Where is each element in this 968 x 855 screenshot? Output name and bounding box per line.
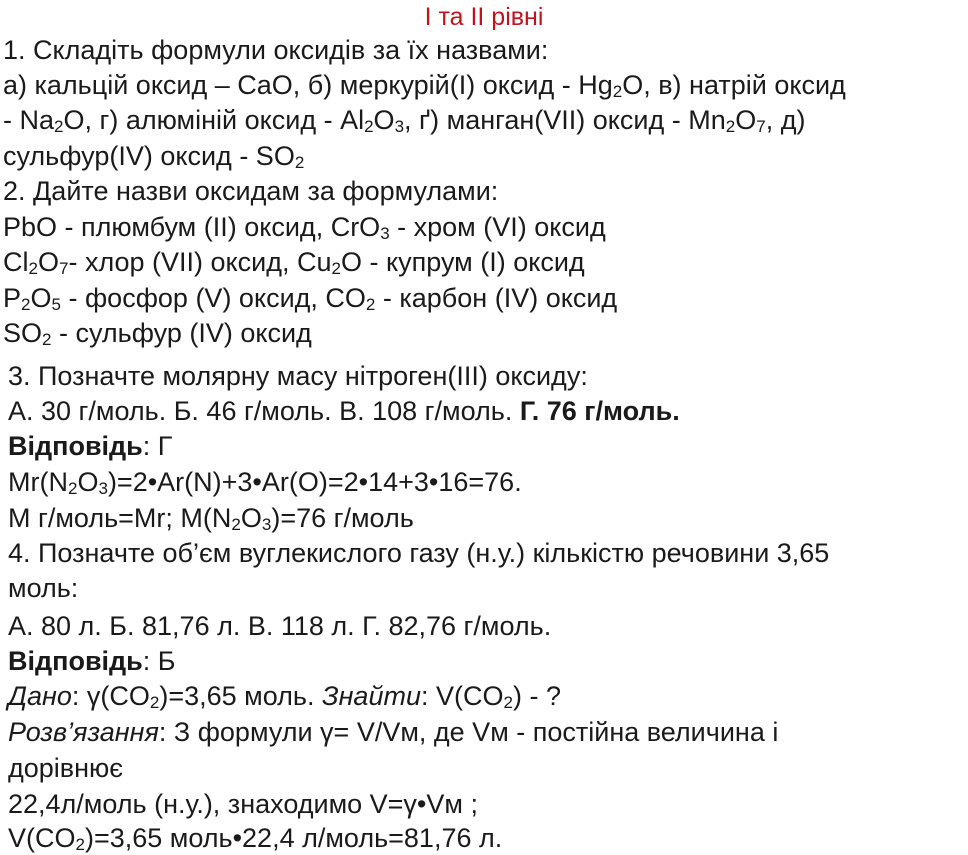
task2-line1: PbO - плюмбум (ІІ) оксид, CrO$_3$ - хром (VI) оксид (3, 212, 606, 243)
task1-heading: 1. Складіть формули оксидів за їх назвами: (3, 35, 549, 65)
task2-heading: 2. Дайте назви оксидам за формулами: (3, 176, 499, 206)
task4-solution-line3: 22,4л/моль (н.у.), знаходимо V=γ•Vм ; (8, 789, 478, 819)
task4-solution: Розв’язання: З формули γ= V/Vм, де Vм - постійна величина і (8, 717, 779, 747)
task2-line2: $Cl_2O_7-$ хлор (VII) оксид, $Cu_2O$ - купрум (I) оксид (3, 247, 585, 278)
task3-options: А. 30 г/моль. Б. 46 г/моль. В. 108 г/моль. Г. 76 г/моль. (8, 396, 680, 426)
task3-correct-option: Г. 76 г/моль. (519, 396, 680, 426)
task3-answer: Відповідь: Г (8, 431, 173, 461)
page-title: І та ІІ рівні (424, 3, 544, 31)
task4-options: А. 80 л. Б. 81,76 л. В. 118 л. Г. 82,76 г/моль. (8, 611, 552, 641)
task1-line1: а) кальцій оксид – CaO, б) меркурій(І) оксид - $Hg_2O$, в) натрій оксид (3, 70, 846, 101)
task3-calc1: $Mr(N_2O_3)=2•Ar(N)+3•Ar(O)=2•14+3•16=76$. (8, 467, 522, 498)
task2-line4: $SO_2$ - сульфур (IV) оксид (3, 318, 312, 349)
task1-line2: - $Na_2O$, г) алюміній оксид - $Al_2O_3$, ґ) манган(VII) оксид - $Mn_2O_7$, д) (3, 105, 806, 136)
task2-line3: $P_2O_5$ - фосфор (V) оксид, $CO_2$ - карбон (ІV) оксид (3, 283, 618, 314)
task4-given: Дано: $\gamma(CO_2)=3,65$ моль. Знайти: $V(CO_2)$ - ? (8, 681, 561, 712)
task4-heading-cont: моль: (8, 573, 79, 603)
task4-heading: 4. Позначте об’єм вуглекислого газу (н.у.) кількістю речовини 3,65 (8, 538, 830, 568)
task4-solution-line2: дорівнює (8, 753, 124, 783)
task4-solution-line4: $V(CO_2)=3,65$ моль•22,4 л/моль=81,76 л. (8, 823, 503, 854)
task3-calc2: M г/моль=Mr; $M(N_2O_3)=76$ г/моль (8, 503, 414, 534)
task1-line3: сульфур(IV) оксид - $SO_2$ (3, 141, 305, 172)
task3-heading: 3. Позначте молярну масу нітроген(ІІІ) оксиду: (8, 361, 588, 391)
task4-answer: Відповідь: Б (8, 646, 176, 676)
